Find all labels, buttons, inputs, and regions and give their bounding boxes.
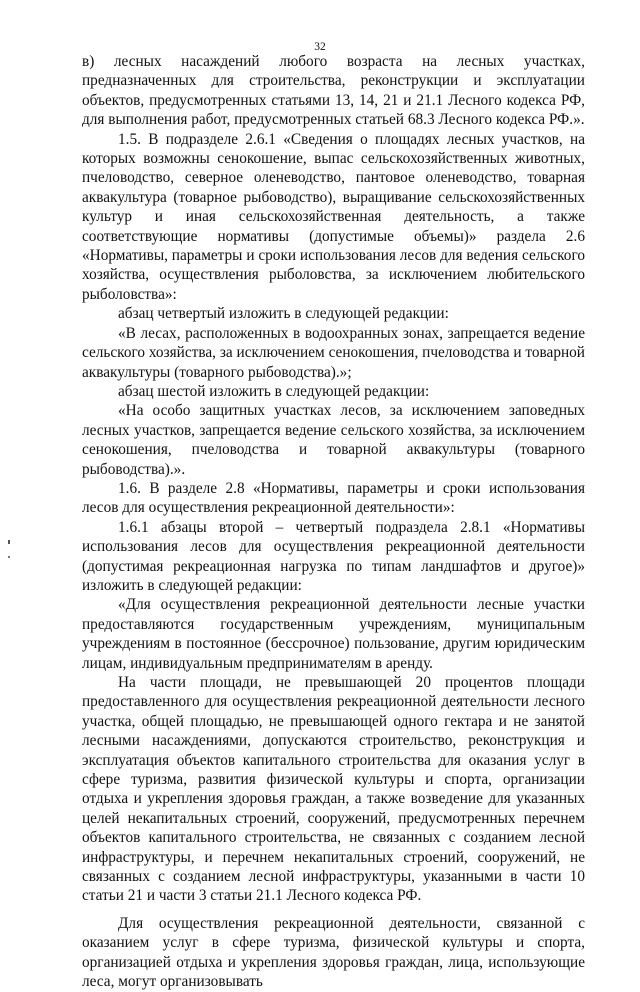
scan-edge-mark <box>8 540 10 544</box>
paragraph-instruction-4: абзац четвертый изложить в следующей редакции: <box>118 305 449 323</box>
paragraph-quote-recreation: «Для осуществления рекреационной деятельности лесные участки предоставляются государственным учреждениям, муниципальным учреждениям в постоянное (бессрочное) пользование, другим юридическим лицам, индивидуальным предпринимателям в аренду. <box>82 596 585 672</box>
paragraph-1-6: 1.6. В разделе 2.8 «Нормативы, параметры и сроки использования лесов для осуществления рекреационной деятельности»: <box>82 479 585 517</box>
paragraph-instruction-6: абзац шестой изложить в следующей редакции: <box>118 382 430 400</box>
scan-edge-mark <box>8 556 10 558</box>
paragraph-quote-water-zones: «В лесах, расположенных в водоохранных зонах, запрещается ведение сельского хозяйства, за исключением сенокошения, пчеловодства и товарной аквакультуры (товарного рыбоводства).»; <box>82 324 585 381</box>
page-number: 32 <box>314 41 326 53</box>
paragraph-tourism-services: Для осуществления рекреационной деятельности, связанной с оказанием услуг в сфере туризма, физической культуры и спорта, организацией отдыха и укрепления здоровья граждан, лица, использующие леса, могут организовывать <box>82 914 585 991</box>
paragraph-item-v: в) лесных насаждений любого возраста на лесных участках, предназначенных для строительства, реконструкции и эксплуатации объектов, предусмотренных статьями 13, 14, 21 и 21.1 Лесного кодекса РФ, для выполнения работ, предусмотренных статьей 68.3 Лесного кодекса РФ.». <box>82 53 585 129</box>
document-body <box>82 52 585 992</box>
paragraph-1-5: 1.5. В подразделе 2.6.1 «Сведения о площадях лесных участков, на которых возможны сенокошение, выпас сельскохозяйственных животных, пчеловодство, северное оленеводство, пантовое оленеводство, товарная аквакультура (товарное рыбоводство), выращивание сельскохозяйственных культур и иная сельскохозяйственная деятельность, а также соответствующие нормативы (допустимые объемы)» раздела 2.6 «Нормативы, параметры и сроки использования лесов для ведения сельского хозяйства, осуществления рыболовства, за исключением любительского рыболовства»: <box>82 130 585 303</box>
paragraph-area-limit: На части площади, не превышающей 20 процентов площади предоставленного для осуществления рекреационной деятельности лесного участка, общей площадью, не превышающей одного гектара и не занятой лесными насаждениями, допускаются строительство, реконструкция и эксплуатация объектов капитального строительства для оказания услуг в сфере туризма, развития физической культуры и спорта, организации отдыха и укрепления здоровья граждан, а также возведение для указанных целей некапитальных строений, сооружений, предусмотренных перечнем объектов капитального строительства, не связанных с созданием лесной инфраструктуры, и перечнем некапитальных строений, сооружений, не связанных с созданием лесной инфраструктуры, указанными в части 10 статьи 21 и части 3 статьи 21.1 Лесного кодекса РФ. <box>82 674 585 905</box>
paragraph-quote-protected-areas: «На особо защитных участках лесов, за исключением заповедных лесных участков, запрещается ведение сельского хозяйства, за исключением сенокошения, пчеловодства и товарной аквакультуры (товарного рыбоводства).». <box>82 402 585 478</box>
paragraph-1-6-1: 1.6.1 абзацы второй – четвертый подраздела 2.8.1 «Нормативы использования лесов для осуществления рекреационной деятельности (допустимая рекреационная нагрузка по типам ландшафтов и другое)» изложить в следующей редакции: <box>82 518 585 594</box>
